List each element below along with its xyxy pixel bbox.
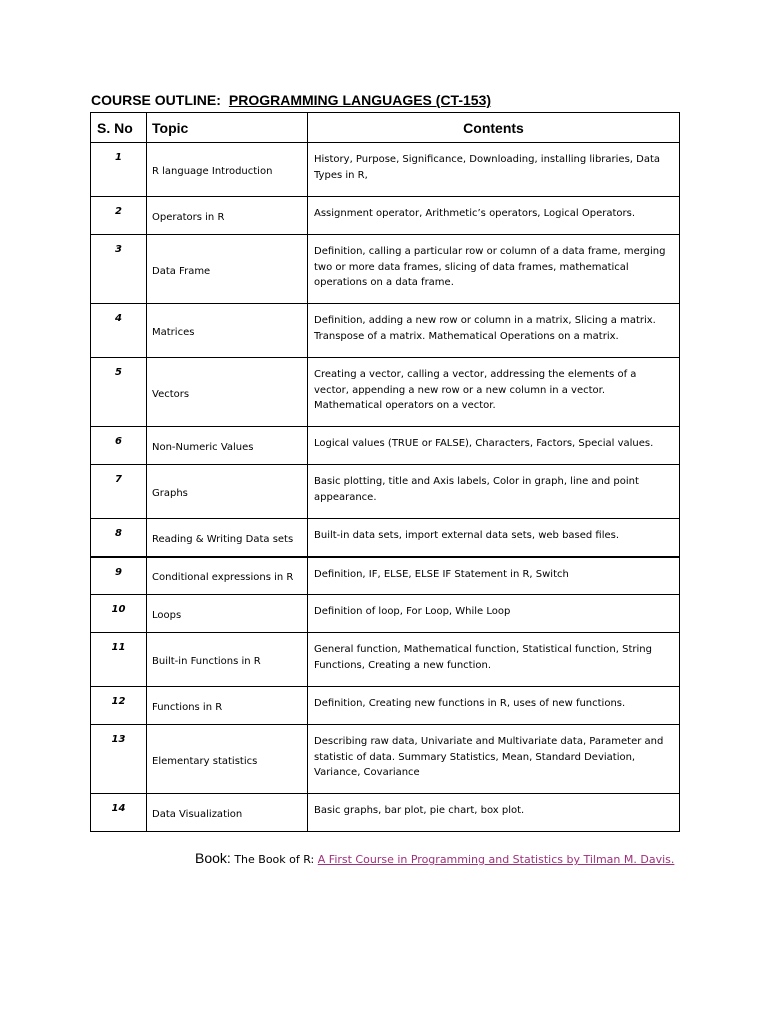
- row-sno: 10: [91, 595, 147, 633]
- book-label: Book:: [195, 850, 231, 866]
- row-topic: Non-Numeric Values: [147, 427, 308, 465]
- row-contents: Assignment operator, Arithmetic’s operators, Logical Operators.: [308, 197, 680, 235]
- table-row: [91, 633, 680, 687]
- row-topic: Data Visualization: [147, 794, 308, 832]
- header-contents: Contents: [308, 113, 680, 143]
- row-contents: General function, Mathematical function, Statistical function, String Functions, Creating a new function.: [308, 633, 680, 687]
- row-topic: Vectors: [147, 358, 308, 427]
- row-topic: Operators in R: [147, 197, 308, 235]
- book-reference: [195, 850, 674, 866]
- row-contents: Definition, Creating new functions in R, uses of new functions.: [308, 687, 680, 725]
- header-sno: S. No: [91, 113, 147, 143]
- row-sno: 14: [91, 794, 147, 832]
- row-contents: Definition, IF, ELSE, ELSE IF Statement in R, Switch: [308, 557, 680, 595]
- table-row: [91, 143, 680, 197]
- row-topic: Elementary statistics: [147, 725, 308, 794]
- table-row: [91, 725, 680, 794]
- row-contents: Definition, calling a particular row or column of a data frame, merging two or more data frames, slicing of data frames, mathematical operations on a data frame.: [308, 235, 680, 304]
- row-topic: Matrices: [147, 304, 308, 358]
- book-link[interactable]: A First Course in Programming and Statistics by Tilman M. Davis.: [317, 853, 675, 866]
- row-topic: Graphs: [147, 465, 308, 519]
- row-topic: Data Frame: [147, 235, 308, 304]
- row-sno: 6: [91, 427, 147, 465]
- table-row: [91, 557, 680, 595]
- row-topic: Conditional expressions in R: [147, 557, 308, 595]
- book-title-prefix: The Book of R:: [234, 853, 315, 866]
- row-sno: 1: [91, 143, 147, 197]
- row-sno: 4: [91, 304, 147, 358]
- row-topic: Built-in Functions in R: [147, 633, 308, 687]
- row-contents: Definition, adding a new row or column in a matrix, Slicing a matrix. Transpose of a matrix. Mathematical Operations on a matrix.: [308, 304, 680, 358]
- row-topic: Loops: [147, 595, 308, 633]
- table-row: [91, 465, 680, 519]
- table-row: [91, 304, 680, 358]
- page-heading: [91, 91, 491, 109]
- table-header-row: [91, 113, 680, 143]
- row-contents: Creating a vector, calling a vector, addressing the elements of a vector, appending a new row or a new column in a vector. Mathematical operators on a vector.: [308, 358, 680, 427]
- row-sno: 3: [91, 235, 147, 304]
- row-contents: Describing raw data, Univariate and Multivariate data, Parameter and statistic of data. Summary Statistics, Mean, Standard Deviation, Variance, Covariance: [308, 725, 680, 794]
- row-topic: Functions in R: [147, 687, 308, 725]
- row-contents: Built-in data sets, import external data sets, web based files.: [308, 519, 680, 557]
- row-topic: Reading & Writing Data sets: [147, 519, 308, 557]
- row-sno: 9: [91, 557, 147, 595]
- row-contents: Logical values (TRUE or FALSE), Characters, Factors, Special values.: [308, 427, 680, 465]
- row-sno: 12: [91, 687, 147, 725]
- course-title: PROGRAMMING LANGUAGES (CT-153): [228, 92, 492, 108]
- table-row: [91, 595, 680, 633]
- table-row: [91, 358, 680, 427]
- row-sno: 5: [91, 358, 147, 427]
- row-sno: 7: [91, 465, 147, 519]
- row-contents: Basic plotting, title and Axis labels, Color in graph, line and point appearance.: [308, 465, 680, 519]
- row-sno: 2: [91, 197, 147, 235]
- table-row: [91, 794, 680, 832]
- row-contents: Definition of loop, For Loop, While Loop: [308, 595, 680, 633]
- table-row: [91, 197, 680, 235]
- row-contents: Basic graphs, bar plot, pie chart, box plot.: [308, 794, 680, 832]
- row-contents: History, Purpose, Significance, Downloading, installing libraries, Data Types in R,: [308, 143, 680, 197]
- heading-label: COURSE OUTLINE:: [91, 92, 221, 108]
- row-topic: R language Introduction: [147, 143, 308, 197]
- header-topic: Topic: [147, 113, 308, 143]
- table-row: [91, 427, 680, 465]
- table-row: [91, 687, 680, 725]
- row-sno: 11: [91, 633, 147, 687]
- table-row: [91, 519, 680, 557]
- table-row: [91, 235, 680, 304]
- row-sno: 13: [91, 725, 147, 794]
- row-sno: 8: [91, 519, 147, 557]
- course-outline-table: [90, 112, 680, 832]
